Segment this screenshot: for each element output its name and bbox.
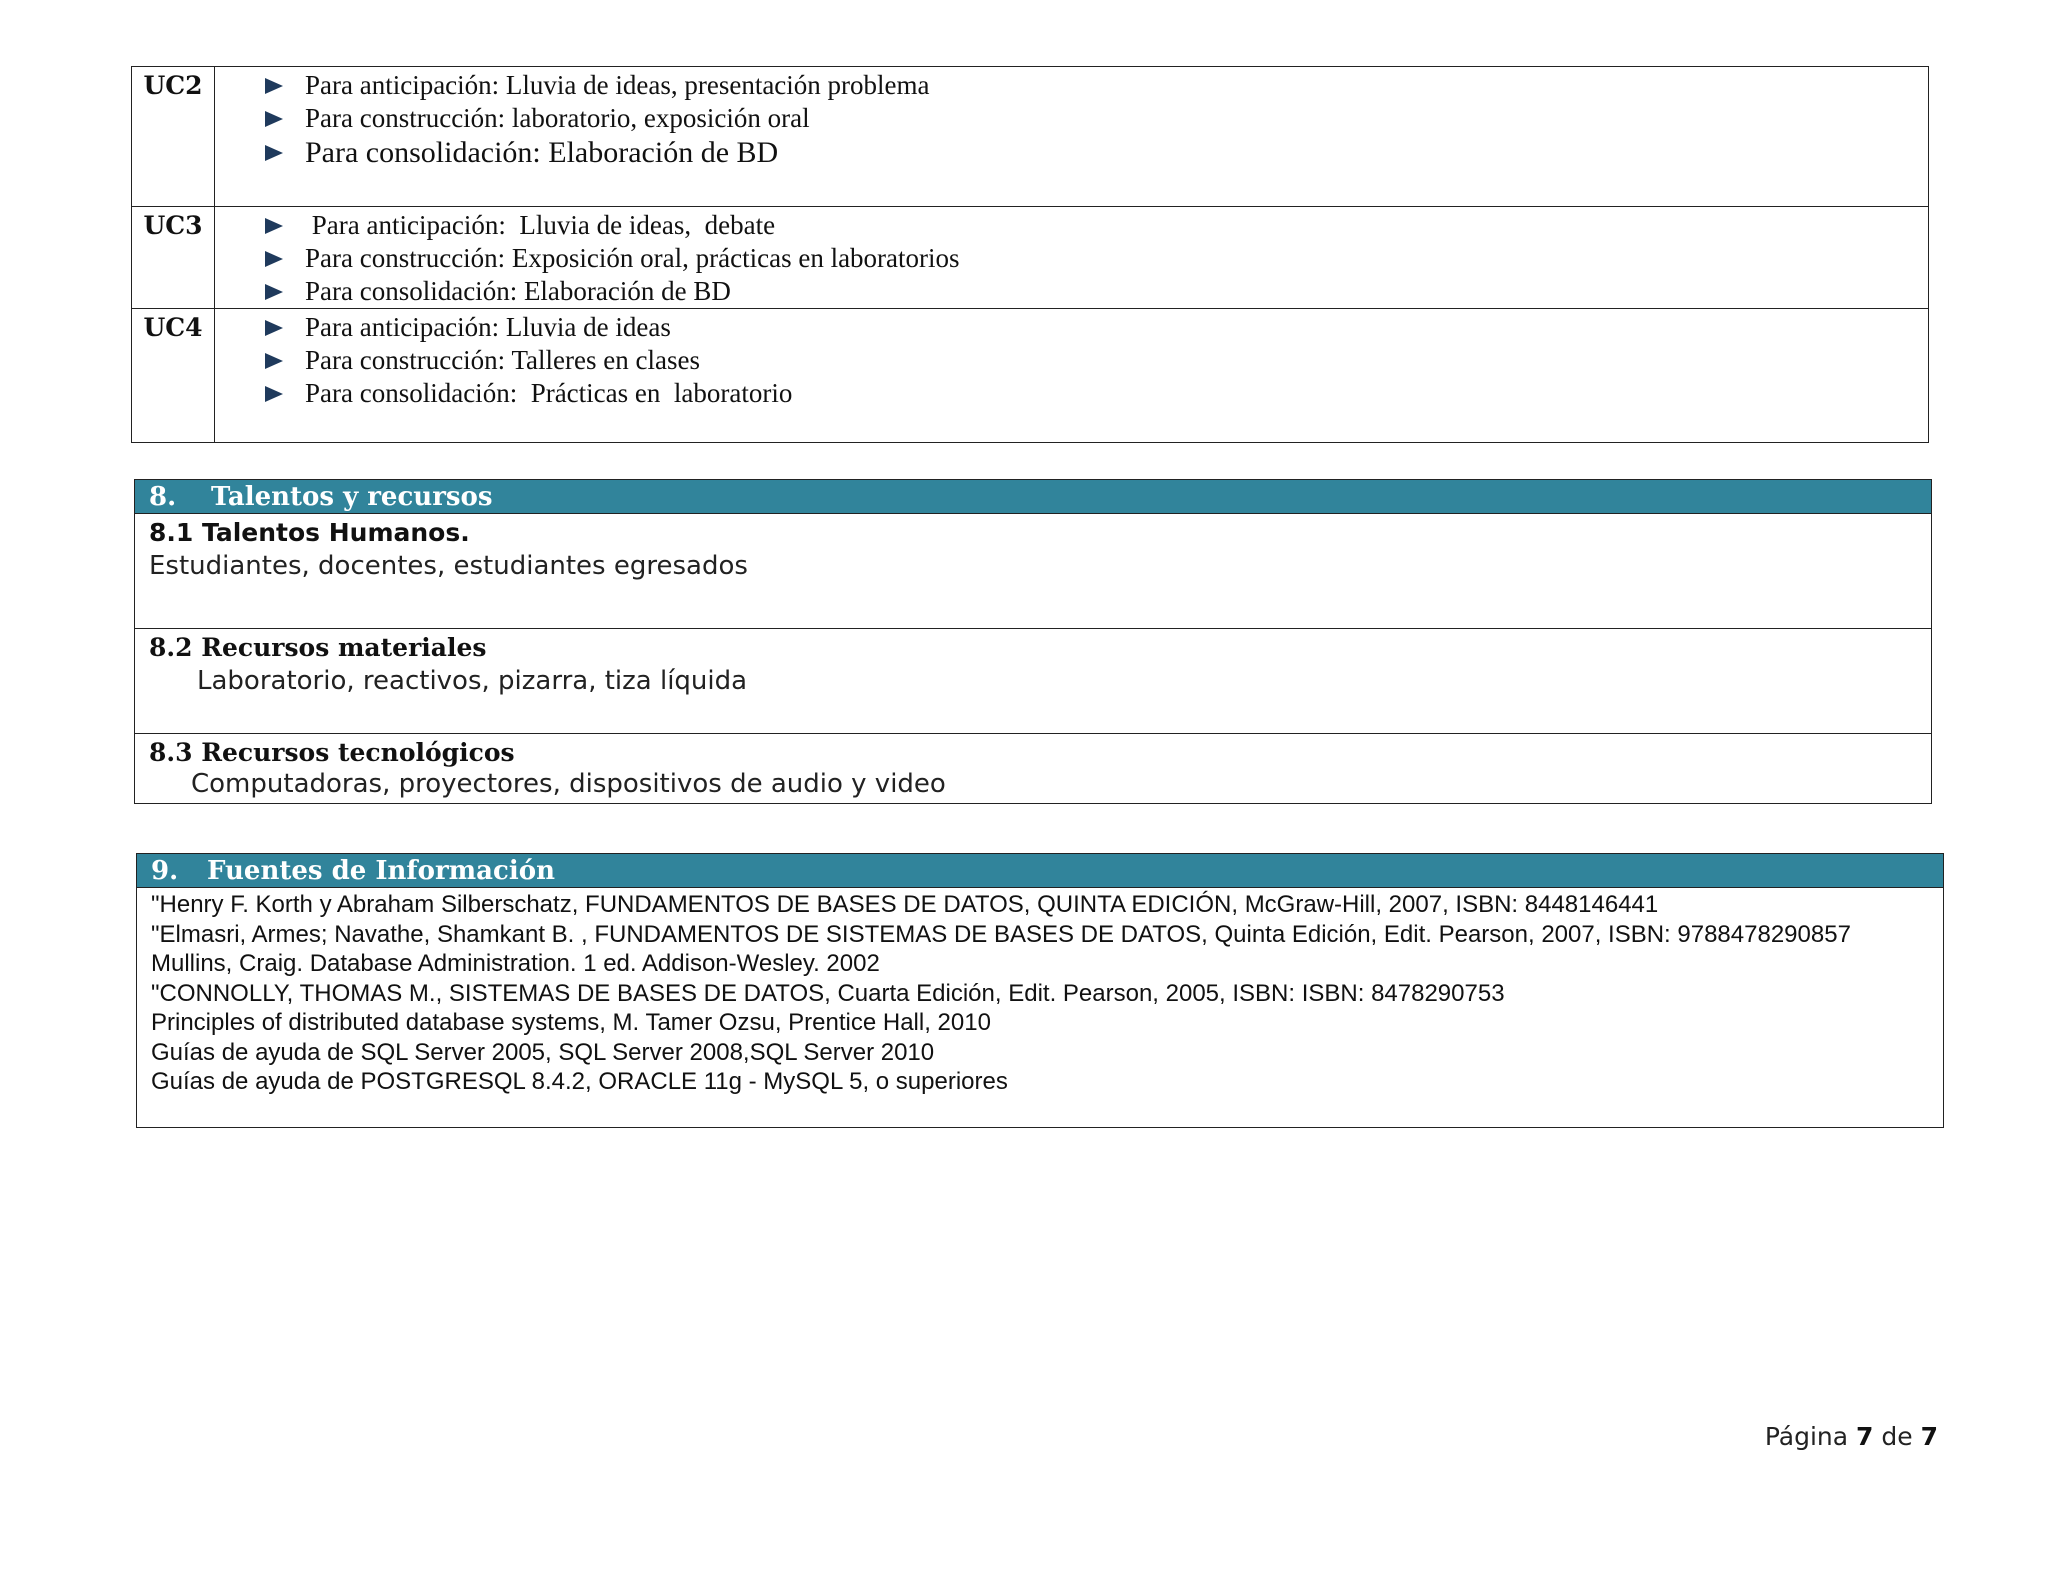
uc-item-text: Para anticipación: Lluvia de ideas — [305, 312, 671, 342]
uc-row — [132, 67, 1929, 207]
reference-item: Mullins, Craig. Database Administration. 1 ed. Addison-Wesley. 2002 — [151, 950, 880, 977]
uc-label: UC2 — [132, 67, 215, 207]
uc-item-text: Para construcción: Talleres en clases — [305, 345, 700, 375]
triangle-bullet-icon — [265, 218, 283, 234]
section-title: Fuentes de Información — [207, 856, 555, 886]
triangle-bullet-icon — [265, 284, 283, 300]
current-page: 7 — [1856, 1422, 1874, 1451]
uc-list-item — [265, 377, 1928, 410]
reference-item: "Henry F. Korth y Abraham Silberschatz, FUNDAMENTOS DE BASES DE DATOS, QUINTA EDICIÓN, McGraw-Hill, 2007, ISBN: 8448146441 — [151, 891, 1659, 918]
section-header — [137, 854, 1943, 888]
subsection-title: 8.1 Talentos Humanos. — [149, 518, 470, 547]
triangle-bullet-icon — [265, 386, 283, 402]
uc-items — [215, 207, 1929, 309]
reference-item: Guías de ayuda de SQL Server 2005, SQL Server 2008,SQL Server 2010 — [151, 1038, 935, 1066]
uc-list-item — [265, 344, 1928, 377]
section-number: 8. — [149, 482, 177, 512]
information-sources-section — [136, 853, 1944, 1128]
reference-item: "CONNOLLY, THOMAS M., SISTEMAS DE BASES DE DATOS, Cuarta Edición, Edit. Pearson, 2005, ISBN: ISBN: 8478290753 — [151, 979, 1505, 1007]
section-number: 9. — [151, 856, 179, 886]
talents-resources-section — [134, 479, 1932, 804]
page-number — [1765, 1422, 1938, 1451]
subsection-text: Laboratorio, reactivos, pizarra, tiza líquida — [197, 666, 748, 696]
uc-item-text: Para construcción: laboratorio, exposición oral — [305, 103, 810, 133]
uc-item-text: Para anticipación: Lluvia de ideas, debate — [305, 210, 776, 240]
uc-item-text: Para consolidación: Elaboración de BD — [305, 276, 731, 306]
uc-item-text: Para consolidación: Prácticas en laboratorio — [305, 378, 793, 408]
subsection-text: Computadoras, proyectores, dispositivos de audio y video — [191, 769, 946, 799]
triangle-bullet-icon — [265, 145, 283, 161]
human-talent-block — [135, 518, 1931, 628]
triangle-bullet-icon — [265, 251, 283, 267]
section-header — [135, 480, 1931, 514]
reference-item: Principles of distributed database systems, M. Tamer Ozsu, Prentice Hall, 2010 — [151, 1009, 991, 1036]
uc-label: UC4 — [132, 309, 215, 443]
subsection-title: 8.2 Recursos materiales — [149, 633, 487, 662]
reference-item: Guías de ayuda de POSTGRESQL 8.4.2, ORACLE 11g - MySQL 5, o superiores — [151, 1068, 1008, 1095]
uc-list-item — [265, 102, 1928, 135]
tech-resources-block — [135, 733, 1931, 805]
uc-item-text: Para consolidación: Elaboración de BD — [305, 136, 779, 169]
uc-label: UC3 — [132, 207, 215, 309]
triangle-bullet-icon — [265, 111, 283, 127]
triangle-bullet-icon — [265, 320, 283, 336]
subsection-text: Estudiantes, docentes, estudiantes egresados — [149, 551, 748, 581]
uc-list-item — [265, 209, 1928, 242]
uc-item-text: Para anticipación: Lluvia de ideas, presentación problema — [305, 70, 930, 100]
reference-list — [137, 888, 1943, 1097]
uc-item-text: Para construcción: Exposición oral, prácticas en laboratorios — [305, 243, 960, 273]
triangle-bullet-icon — [265, 78, 283, 94]
uc-list-item — [265, 311, 1928, 344]
uc-items — [215, 67, 1929, 207]
section-title: Talentos y recursos — [211, 482, 493, 512]
uc-methodology-table — [131, 66, 1929, 443]
uc-list-item — [265, 242, 1928, 275]
total-pages: 7 — [1920, 1422, 1938, 1451]
uc-items — [215, 309, 1929, 443]
page-label: Página — [1764, 1422, 1849, 1451]
uc-row — [132, 207, 1929, 309]
reference-item: "Elmasri, Armes; Navathe, Shamkant B. , FUNDAMENTOS DE SISTEMAS DE BASES DE DATOS, Quinta Edición, Edit. Pearson, 2007, ISBN: 9788478290857 — [151, 920, 1851, 948]
uc-list-item — [265, 69, 1928, 102]
uc-list-item — [265, 135, 1928, 171]
page-of-label: de — [1881, 1422, 1913, 1451]
uc-row — [132, 309, 1929, 443]
uc-list-item — [265, 275, 1928, 308]
material-resources-block — [135, 628, 1931, 733]
subsection-title: 8.3 Recursos tecnológicos — [149, 738, 515, 767]
triangle-bullet-icon — [265, 353, 283, 369]
